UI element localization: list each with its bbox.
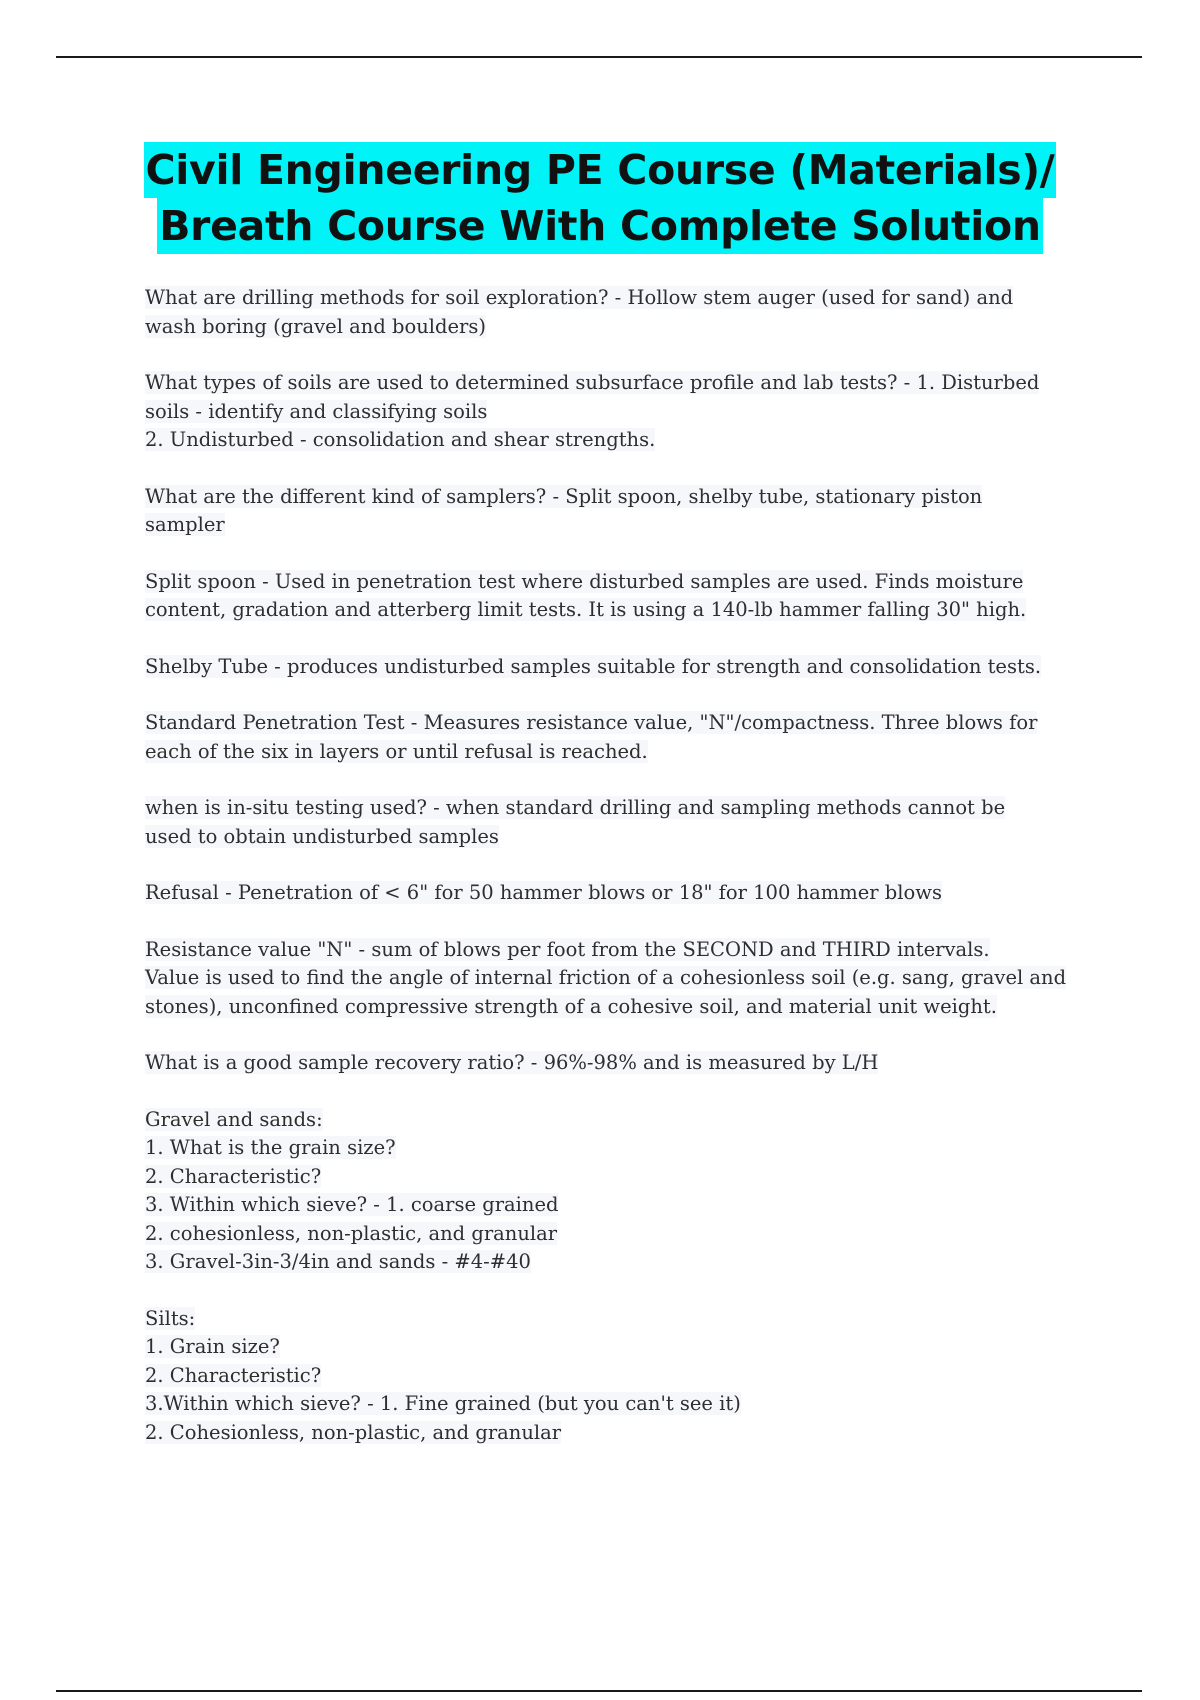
qa-paragraph [145, 1305, 1095, 1448]
text-line: 3. Gravel-3in-3/4in and sands - #4-#40 [145, 1250, 531, 1273]
text-line: sampler [145, 513, 225, 536]
qa-paragraph [145, 709, 1095, 766]
text-line: Gravel and sands: [145, 1107, 323, 1131]
text-line: Refusal - Penetration of < 6" for 50 hammer blows or 18" for 100 hammer blows [145, 881, 942, 904]
text-line: 3.Within which sieve? - 1. Fine grained (but you can't see it) [145, 1392, 741, 1415]
text-line: 2. Undisturbed - consolidation and shear strengths. [145, 428, 656, 451]
title-line: Civil Engineering PE Course (Materials)/ [144, 142, 1057, 198]
top-rule [56, 56, 1142, 58]
qa-paragraph [145, 936, 1095, 1022]
qa-paragraph [145, 653, 1095, 682]
bottom-rule [56, 1690, 1142, 1692]
text-line: stones), unconfined compressive strength of a cohesive soil, and material unit weight. [145, 994, 997, 1018]
qa-paragraph [145, 794, 1095, 851]
title-line: Breath Course With Complete Solution [157, 198, 1043, 254]
text-line: Split spoon - Used in penetration test where disturbed samples are used. Finds moisture [145, 569, 1024, 593]
text-line: What is a good sample recovery ratio? - 96%-98% and is measured by L/H [145, 1051, 879, 1074]
text-line: each of the six in layers or until refusal is reached. [145, 739, 648, 763]
text-line: soils - identify and classifying soils [145, 399, 488, 423]
text-line: Value is used to find the angle of internal friction of a cohesionless soil (e.g. sang, gravel and [145, 966, 1067, 989]
page-title [0, 142, 1200, 254]
qa-paragraph [145, 1049, 1095, 1078]
text-line: Shelby Tube - produces undisturbed samples suitable for strength and consolidation tests. [145, 654, 1042, 678]
text-line: 2. cohesionless, non-plastic, and granular [145, 1221, 558, 1245]
text-line: Resistance value "N" - sum of blows per foot from the SECOND and THIRD intervals. [145, 937, 990, 961]
text-line: Standard Penetration Test - Measures resistance value, "N"/compactness. Three blows for [145, 711, 1038, 734]
qa-paragraph [145, 879, 1095, 908]
text-line: 2. Characteristic? [145, 1164, 322, 1188]
text-line: used to obtain undisturbed samples [145, 824, 499, 848]
qa-paragraph [145, 369, 1095, 455]
document-body [145, 284, 1095, 1475]
qa-paragraph [145, 568, 1095, 625]
qa-paragraph [145, 284, 1095, 341]
text-line: wash boring (gravel and boulders) [145, 314, 486, 338]
text-line: content, gradation and atterberg limit tests. It is using a 140-lb hammer falling 30" high. [145, 598, 1027, 621]
text-line: 1. What is the grain size? [145, 1136, 396, 1159]
text-line: What types of soils are used to determined subsurface profile and lab tests? - 1. Disturbed [145, 371, 1040, 394]
text-line: What are drilling methods for soil exploration? - Hollow stem auger (used for sand) and [145, 286, 1014, 309]
text-line: What are the different kind of samplers? - Split spoon, shelby tube, stationary piston [145, 484, 983, 508]
qa-paragraph [145, 1106, 1095, 1277]
text-line: 2. Cohesionless, non-plastic, and granular [145, 1420, 562, 1444]
text-line: when is in-situ testing used? - when standard drilling and sampling methods cannot be [145, 796, 1006, 819]
text-line: 3. Within which sieve? - 1. coarse grained [145, 1193, 559, 1216]
text-line: 2. Characteristic? [145, 1363, 322, 1387]
qa-paragraph [145, 483, 1095, 540]
text-line: 1. Grain size? [145, 1335, 280, 1358]
text-line: Silts: [145, 1306, 196, 1330]
